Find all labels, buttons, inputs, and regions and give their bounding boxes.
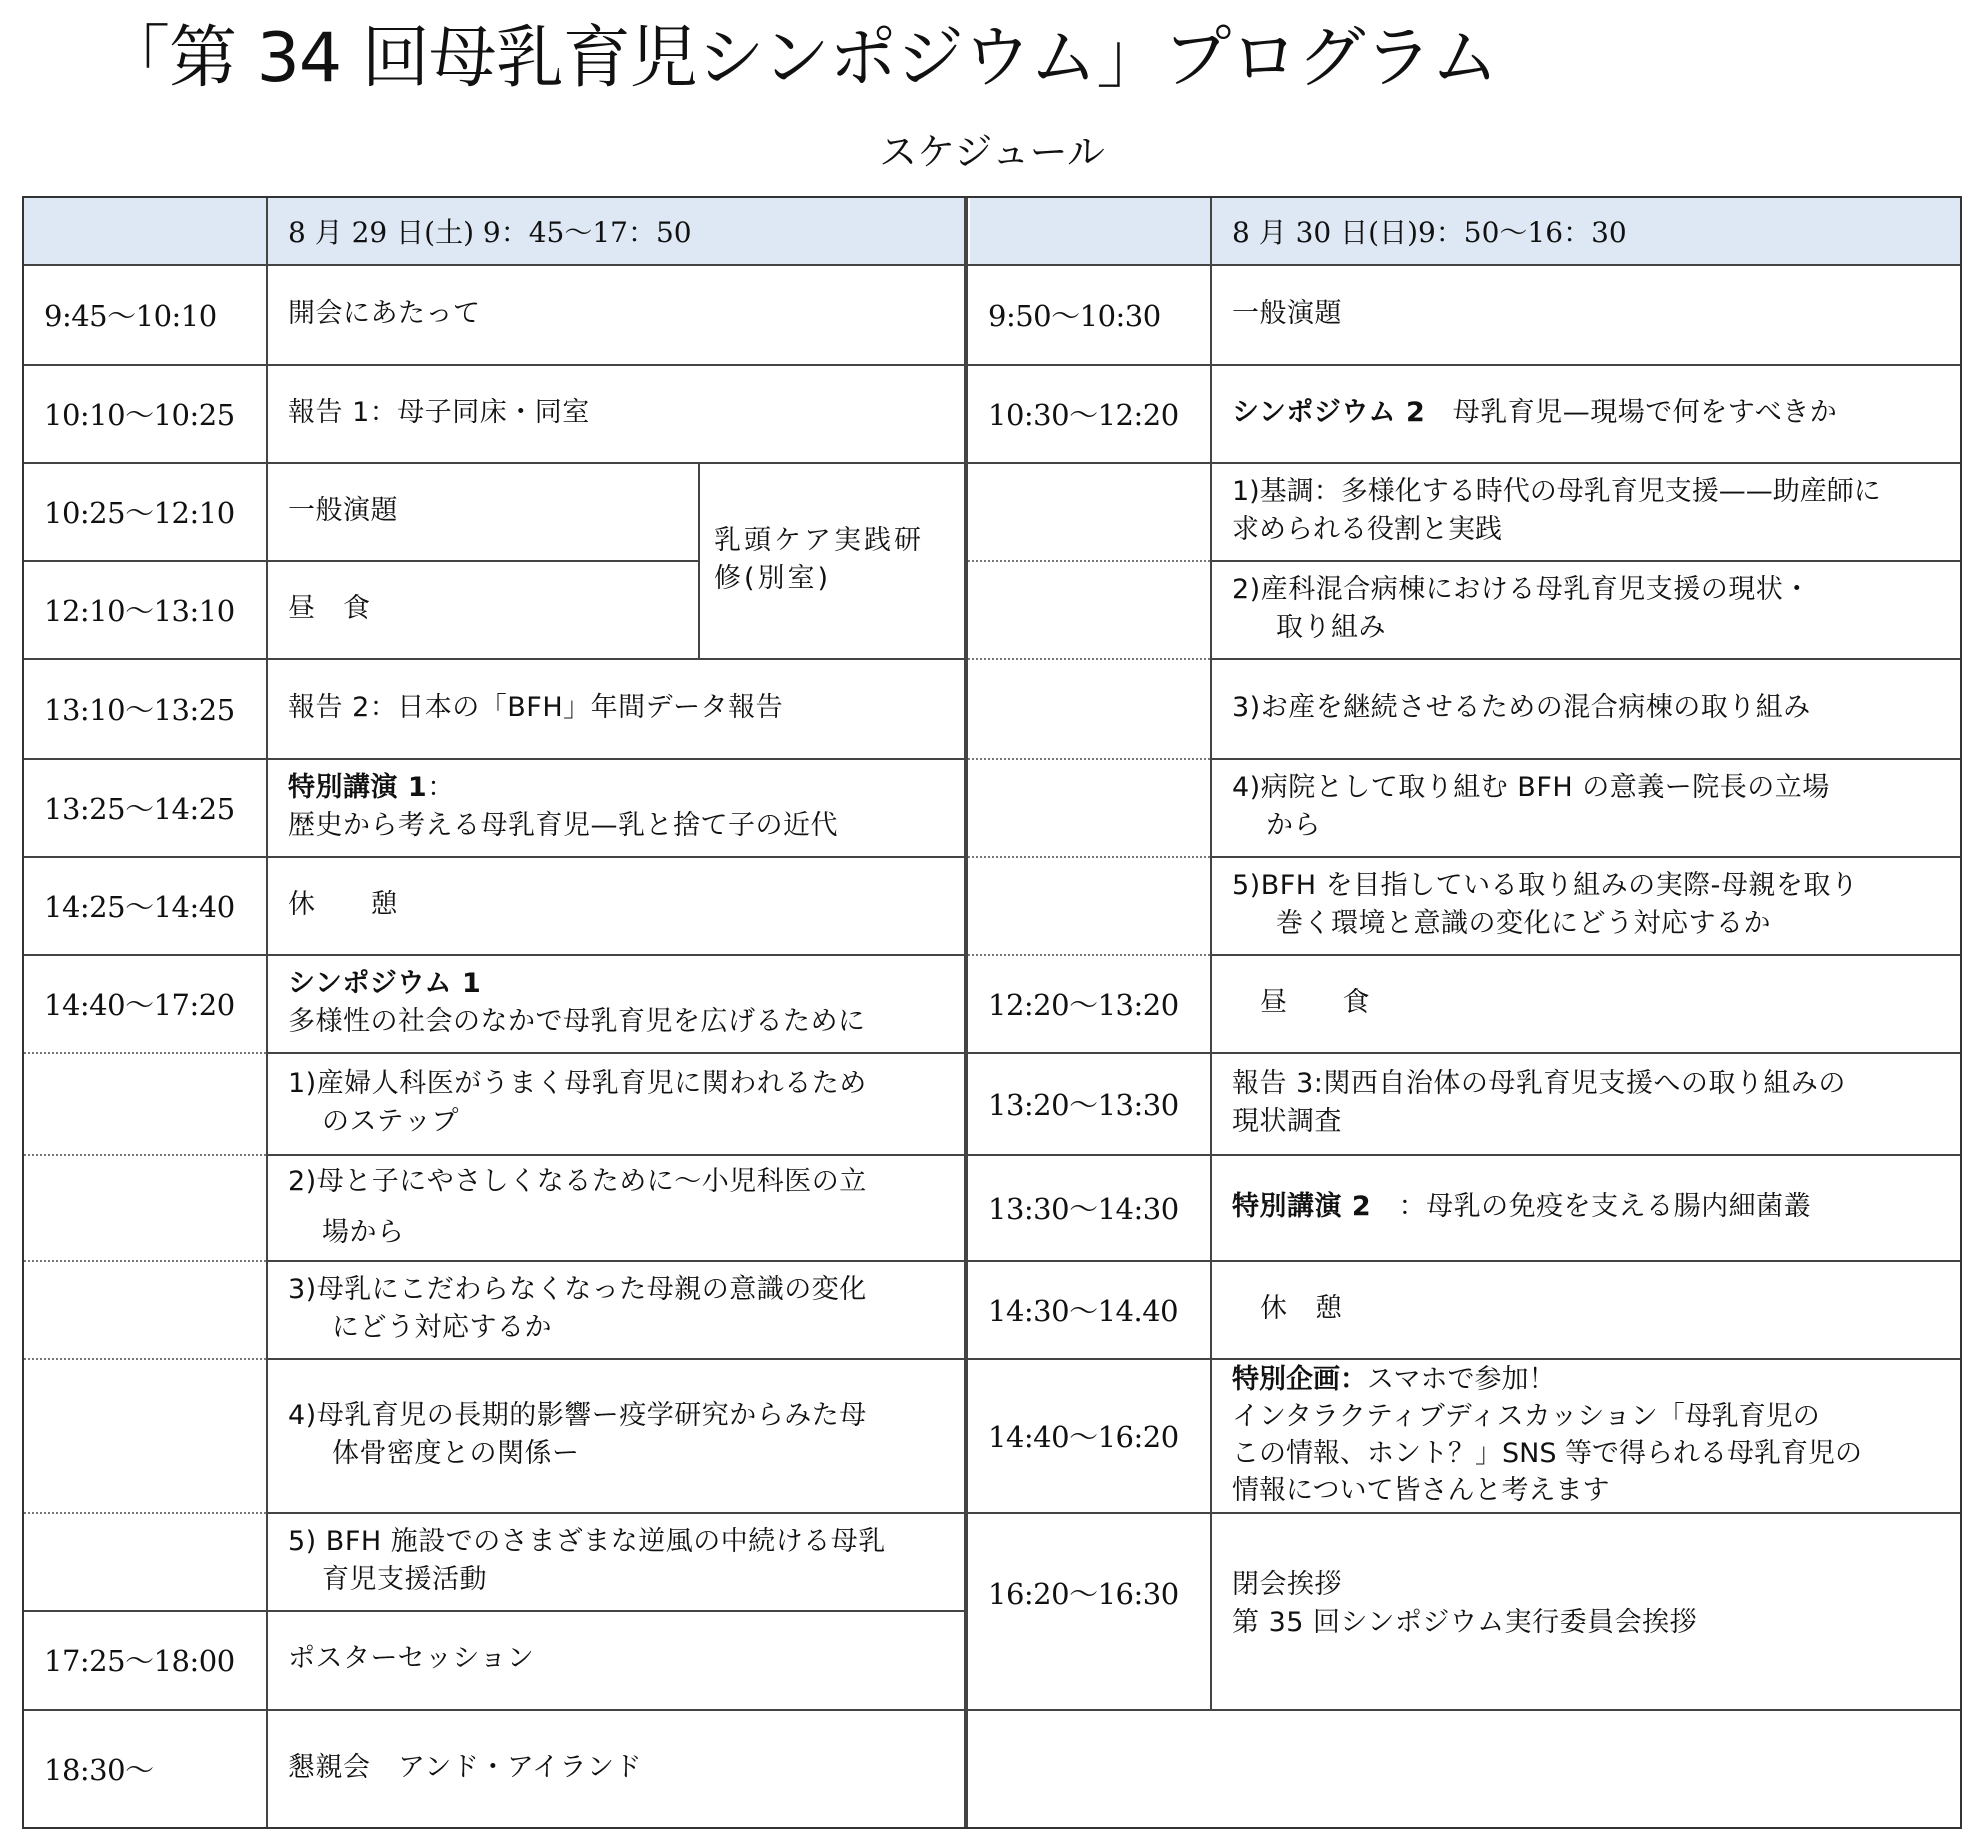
day2-subitem: 4)病院として取り組む BFH の意義ー院長の立場 から [1232, 771, 1830, 841]
day1-item: 報告 1：母子同床・同室 [288, 396, 590, 428]
day2-subitem: 3)お産を継続させるための混合病棟の取り組み [1232, 691, 1811, 723]
special-lecture-2-label: 特別講演 2 [1232, 1190, 1372, 1222]
day2-item: 一般演題 [1232, 297, 1342, 329]
day2-subitem: 2)産科混合病棟における母乳育児支援の現状・ 取り組み [1232, 573, 1811, 643]
side-note: 乳頭ケア実践研修(別室) [714, 524, 924, 594]
day2-time: 16:20〜16:30 [988, 1577, 1179, 1611]
day1-subitem: 4)母乳育児の長期的影響ー疫学研究からみた母 体骨密度との関係ー [288, 1399, 867, 1469]
day2-time: 13:30〜14:30 [988, 1191, 1179, 1226]
day1-item: 特別講演 1： 歴史から考える母乳育児—乳と捨て子の近代 [288, 771, 838, 841]
day2-item: シンポジウム 2 母乳育児—現場で何をすべきか [1232, 396, 1838, 428]
day1-item: 休 憩 [288, 888, 398, 920]
day1-subitem: 3)母乳にこだわらなくなった母親の意識の変化 にどう対応するか [288, 1273, 867, 1343]
symposium-1-label: シンポジウム 1 [288, 967, 482, 999]
day1-time: 17:25〜18:00 [44, 1644, 235, 1678]
day1-time: 10:10〜10:25 [44, 397, 235, 432]
day1-subitem: 5) BFH 施設でのさまざまな逆風の中続ける母乳 育児支援活動 [288, 1525, 886, 1595]
schedule-table [22, 196, 1962, 1829]
special-lecture-1-label: 特別講演 1 [288, 771, 428, 803]
day1-item: 昼 食 [288, 592, 371, 624]
day1-time: 14:25〜14:40 [44, 889, 235, 924]
day1-item: 開会にあたって [288, 297, 481, 329]
day2-time: 14:40〜16:20 [988, 1419, 1179, 1454]
day1-time: 9:45〜10:10 [44, 298, 217, 333]
day1-item: 報告 2：日本の「BFH」年間データ報告 [288, 691, 784, 723]
day2-time: 13:20〜13:30 [988, 1087, 1179, 1122]
schedule-heading: スケジュール [879, 130, 1105, 174]
day1-time: 13:25〜14:25 [44, 791, 235, 826]
symposium-2-label: シンポジウム 2 [1232, 396, 1426, 428]
day2-time: 9:50〜10:30 [988, 298, 1161, 333]
day2-time: 12:20〜13:20 [988, 987, 1179, 1022]
day2-header: 8 月 30 日(日)9：50〜16：30 [1232, 216, 1627, 249]
day1-item: シンポジウム 1 多様性の社会のなかで母乳育児を広げるために [288, 967, 866, 1037]
day1-time: 14:40〜17:20 [44, 987, 235, 1022]
day2-time: 14:30〜14.40 [988, 1293, 1179, 1328]
day2-item: 閉会挨拶 第 35 回シンポジウム実行委員会挨拶 [1232, 1569, 1698, 1639]
day2-item: 報告 3:関西自治体の母乳育児支援への取り組みの 現状調査 [1232, 1067, 1846, 1137]
day1-subitem: 2)母と子にやさしくなるために〜小児科医の立 場から [288, 1165, 867, 1248]
day1-item: 一般演題 [288, 494, 398, 526]
day2-item: 特別講演 2 ：母乳の免疫を支える腸内細菌叢 [1232, 1190, 1812, 1222]
day1-time: 12:10〜13:10 [44, 593, 235, 628]
day1-time: 13:10〜13:25 [44, 692, 235, 727]
day2-subitem: 5)BFH を目指している取り組みの実際-母親を取り 巻く環境と意識の変化にどう対応するか [1232, 869, 1859, 939]
day2-subitem: 1)基調：多様化する時代の母乳育児支援——助産師に 求められる役割と実践 [1232, 475, 1881, 545]
day1-time: 10:25〜12:10 [44, 495, 235, 530]
day1-time: 18:30〜 [44, 1752, 154, 1787]
day1-item: ポスターセッション [288, 1643, 535, 1675]
day2-item: 休 憩 [1260, 1292, 1343, 1324]
special-project-label: 特別企画： [1232, 1363, 1367, 1395]
day1-subitem: 1)産婦人科医がうまく母乳育児に関われるため のステップ [288, 1067, 867, 1137]
day1-item: 懇親会 アンド・アイランド [288, 1751, 642, 1783]
day2-item: 昼 食 [1260, 986, 1370, 1018]
day2-time: 10:30〜12:20 [988, 397, 1179, 432]
day1-header: 8 月 29 日(土) 9：45〜17：50 [288, 216, 692, 249]
page-title: 「第 34 回母乳育児シンポジウム」プログラム [102, 19, 1498, 98]
day2-item: 特別企画：スマホで参加！ インタラクティブディスカッション「母乳育児の この情報、ホント？」SNS 等で得られる母乳育児の 情報について皆さんと考えます [1232, 1363, 1863, 1507]
